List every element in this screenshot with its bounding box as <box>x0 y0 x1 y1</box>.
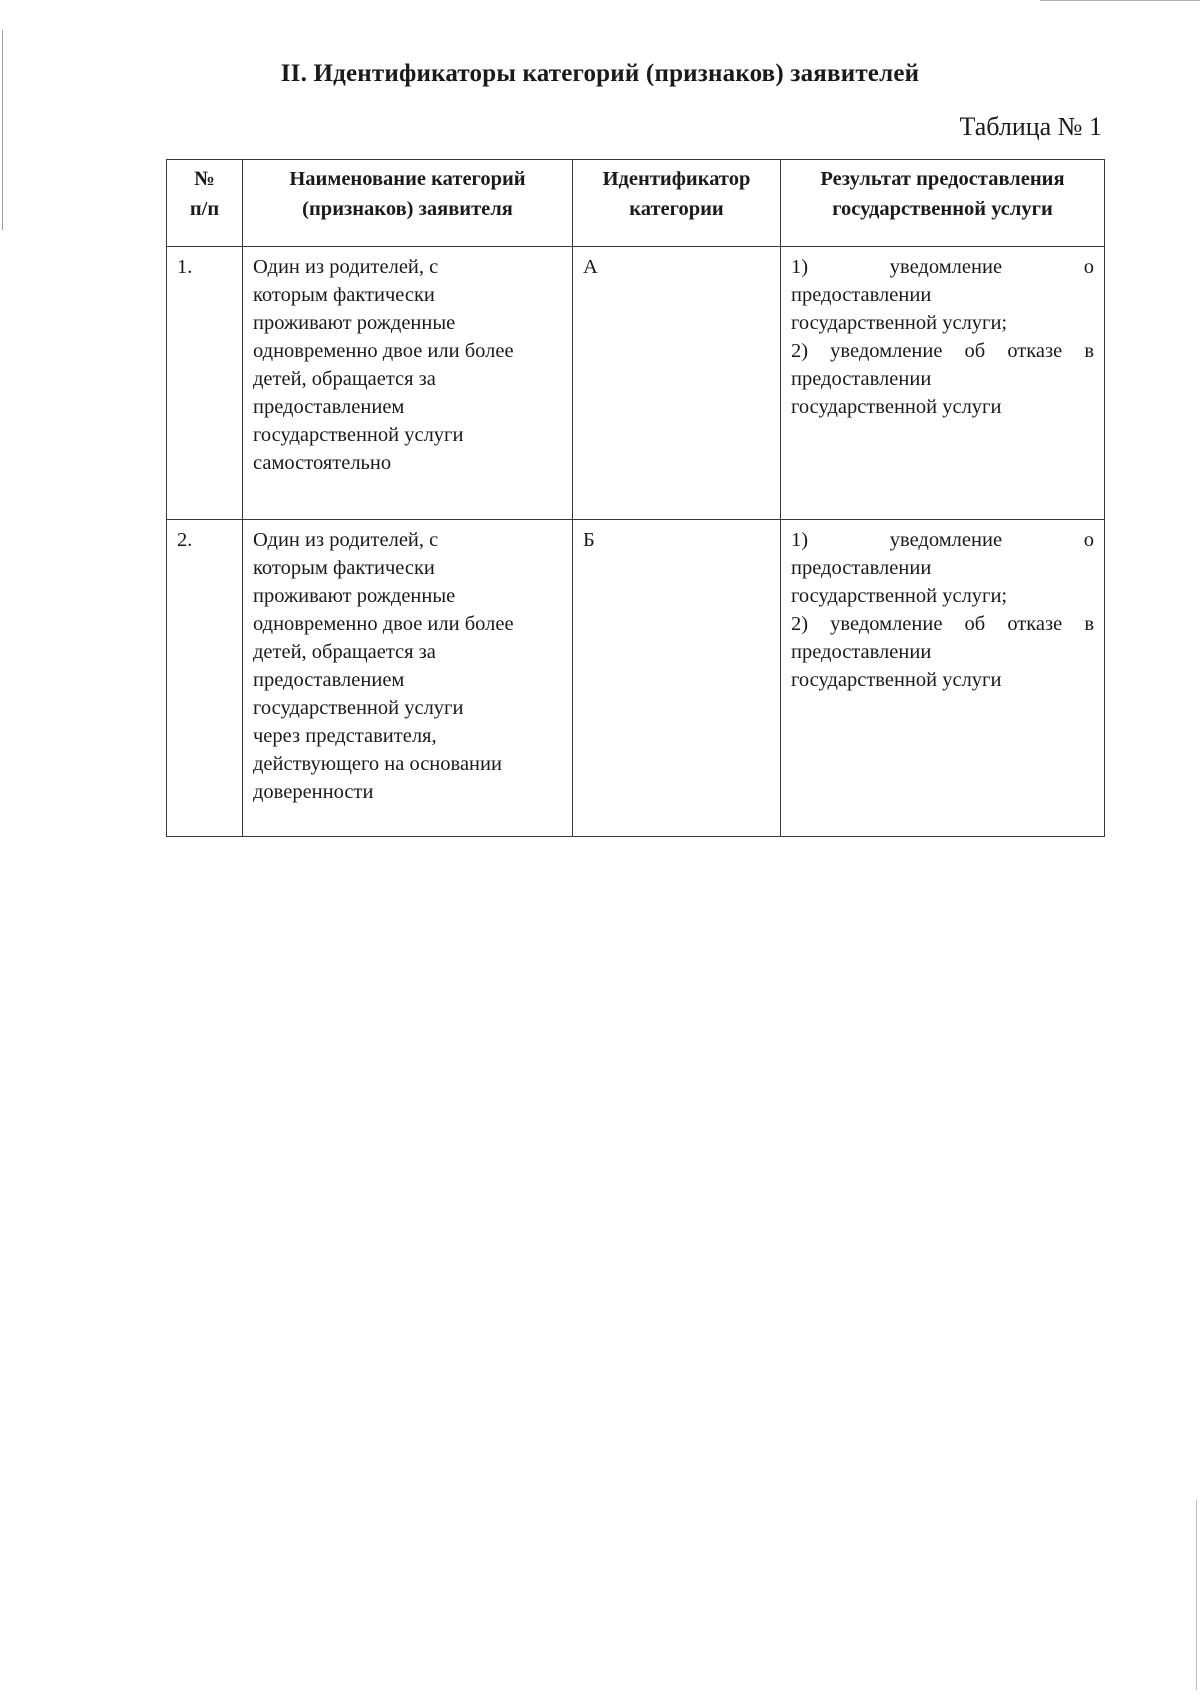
header-category-name: Наименование категорий (признаков) заявителя <box>243 160 573 247</box>
category-id: Б <box>573 520 781 837</box>
table-row <box>167 520 1105 837</box>
section-title: II. Идентификаторы категорий (признаков) заявителей <box>280 60 920 87</box>
service-result <box>781 247 1105 520</box>
category-id: А <box>573 247 781 520</box>
result-line: 1) уведомление о <box>791 256 1094 278</box>
header-service-result: Результат предоставления государственной услуги <box>781 160 1105 247</box>
result-line: 2) уведомление об отказе в <box>791 340 1094 362</box>
result-line: предоставлении <box>791 557 932 579</box>
header-number: № п/п <box>167 160 243 247</box>
scan-edge-line <box>1196 1500 1197 1690</box>
row-number: 2. <box>167 520 243 837</box>
result-line: предоставлении <box>791 284 932 306</box>
result-line: предоставлении <box>791 641 932 663</box>
result-line: 2) уведомление об отказе в <box>791 613 1094 635</box>
table-row <box>167 247 1105 520</box>
header-category-id: Идентификатор категории <box>573 160 781 247</box>
table-header-row <box>167 160 1105 247</box>
result-line: предоставлении <box>791 368 932 390</box>
category-name: Один из родителей, с которым фактически проживают рожденные одновременно двое или более детей, обращается за предоставлением государственной услуги самостоятельно <box>243 247 573 520</box>
result-line: 1) уведомление о <box>791 529 1094 551</box>
result-line: государственной услуги <box>791 396 1002 418</box>
result-line: государственной услуги <box>791 669 1002 691</box>
result-line: государственной услуги; <box>791 585 1008 607</box>
row-number: 1. <box>167 247 243 520</box>
table-caption: Таблица № 1 <box>959 112 1102 141</box>
scan-edge-line <box>1040 0 1200 1</box>
category-name: Один из родителей, с которым фактически проживают рожденные одновременно двое или более детей, обращается за предоставлением государственной услуги через представителя, действующего на основании доверенности <box>243 520 573 837</box>
identifiers-table <box>166 159 1105 837</box>
service-result <box>781 520 1105 837</box>
result-line: государственной услуги; <box>791 312 1008 334</box>
